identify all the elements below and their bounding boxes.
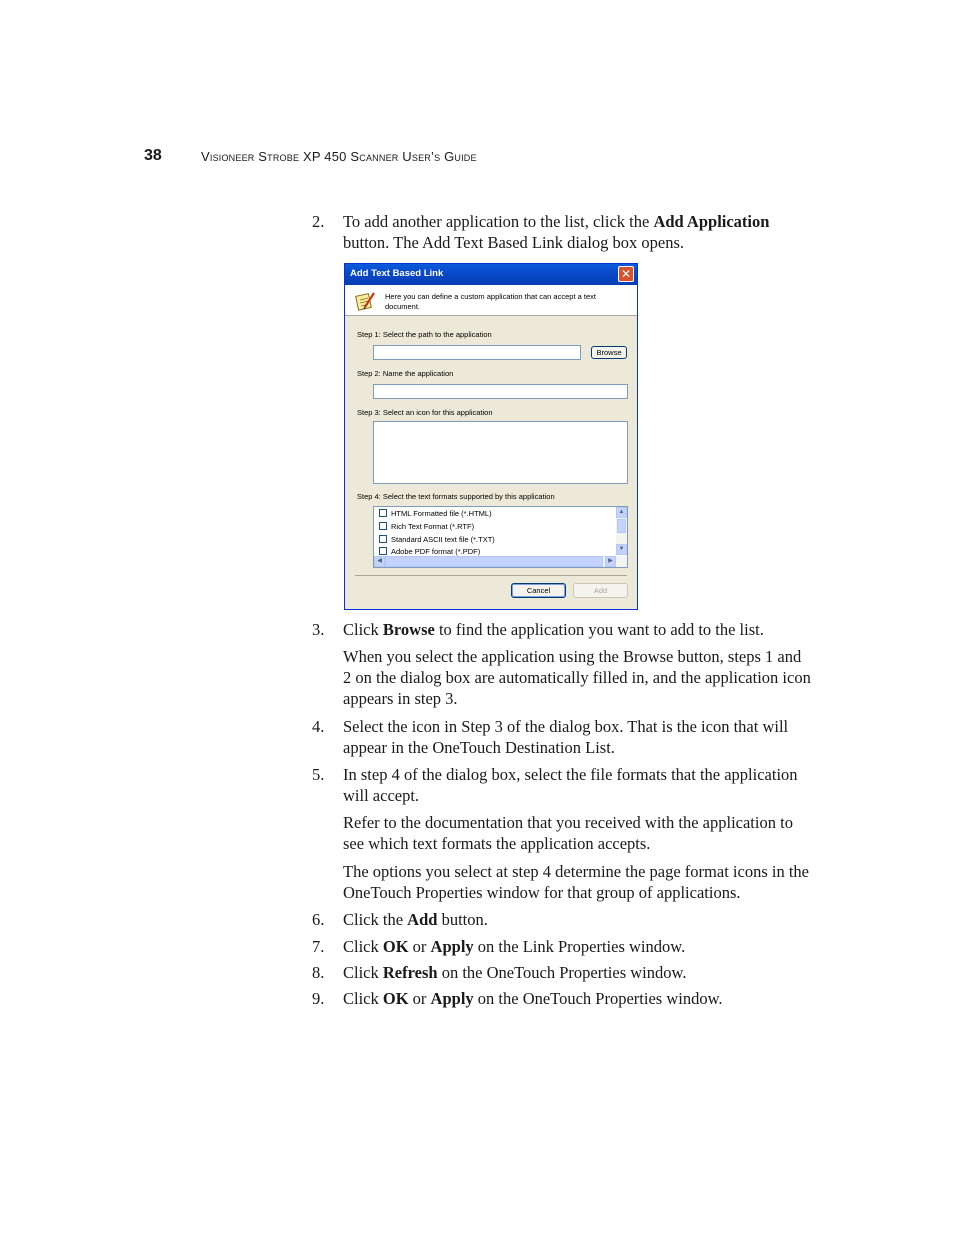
step-number: 5.: [312, 765, 325, 784]
step-text: Click OK or Apply on the OneTouch Properties window.: [343, 989, 723, 1008]
dialog-title: Add Text Based Link: [350, 268, 444, 279]
step-text: In step 4 of the dialog box, select the file formats that the application will accept.: [343, 765, 798, 805]
browse-button[interactable]: Browse: [591, 346, 627, 359]
step-number: 8.: [312, 963, 325, 982]
page-number: 38: [144, 147, 162, 164]
dialog-titlebar: [345, 264, 637, 285]
notepad-pencil-icon: [355, 291, 377, 311]
step-text: Click Browse to find the application you want to add to the list.: [343, 620, 764, 639]
checkbox[interactable]: [379, 547, 387, 555]
step-number: 9.: [312, 989, 325, 1008]
step-5-note-1: Refer to the documentation that you received with the application to see which text formats the application accepts.: [343, 813, 793, 853]
scroll-right-arrow-icon[interactable]: ▶: [605, 556, 616, 567]
step-3-note: When you select the application using the Browse button, steps 1 and 2 on the dialog box are automatically filled in, and the application icon appears in step 3.: [343, 647, 811, 708]
close-icon[interactable]: ✕: [618, 266, 634, 282]
add-text-based-link-dialog: [344, 263, 638, 610]
step4-label: Step 4: Select the text formats supported by this application: [357, 492, 555, 501]
application-path-input[interactable]: [373, 345, 581, 360]
step-5-note-2: The options you select at step 4 determine the page format icons in the OneTouch Properties window for that group of applications.: [343, 862, 809, 902]
add-button[interactable]: Add: [573, 583, 628, 598]
step-text: Click OK or Apply on the Link Properties window.: [343, 937, 686, 956]
step-text: To add another application to the list, click the Add Application button. The Add Text Based Link dialog box opens.: [343, 212, 770, 252]
step-text: Select the icon in Step 3 of the dialog box. That is the icon that will appear in the OneTouch Destination List.: [343, 717, 789, 757]
step-number: 2.: [312, 212, 325, 231]
scroll-down-arrow-icon[interactable]: ▼: [616, 544, 627, 555]
list-item[interactable]: Adobe PDF format (*.PDF): [379, 547, 480, 556]
vertical-scrollbar[interactable]: [616, 507, 627, 555]
scroll-up-arrow-icon[interactable]: ▲: [616, 507, 627, 518]
dialog-divider: [355, 575, 627, 576]
vertical-scroll-thumb[interactable]: [617, 519, 626, 533]
icon-selection-box[interactable]: [373, 421, 628, 484]
step-text: Click Refresh on the OneTouch Properties window.: [343, 963, 687, 982]
step3-label: Step 3: Select an icon for this application: [357, 408, 493, 417]
checkbox[interactable]: [379, 509, 387, 517]
step2-label: Step 2: Name the application: [357, 369, 454, 378]
list-item[interactable]: HTML Formatted file (*.HTML): [379, 509, 492, 518]
horizontal-scrollbar[interactable]: [374, 556, 627, 567]
running-title: Visioneer Strobe XP 450 Scanner User’s Guide: [201, 149, 477, 164]
step-number: 7.: [312, 937, 325, 956]
application-name-input[interactable]: [373, 384, 628, 399]
checkbox[interactable]: [379, 522, 387, 530]
cancel-button[interactable]: Cancel: [511, 583, 566, 598]
step-number: 4.: [312, 717, 325, 736]
list-item[interactable]: Standard ASCII text file (*.TXT): [379, 535, 495, 544]
step-text: Click the Add button.: [343, 910, 488, 929]
scroll-left-arrow-icon[interactable]: ◀: [374, 556, 385, 567]
step1-label: Step 1: Select the path to the application: [357, 330, 492, 339]
text-formats-list[interactable]: [373, 506, 628, 568]
checkbox[interactable]: [379, 535, 387, 543]
step-number: 6.: [312, 910, 325, 929]
dialog-intro-text: Here you can define a custom application that can accept a text document.: [385, 292, 596, 311]
list-item[interactable]: Rich Text Format (*.RTF): [379, 522, 474, 531]
step-number: 3.: [312, 620, 325, 639]
horizontal-scroll-thumb[interactable]: [385, 556, 603, 567]
